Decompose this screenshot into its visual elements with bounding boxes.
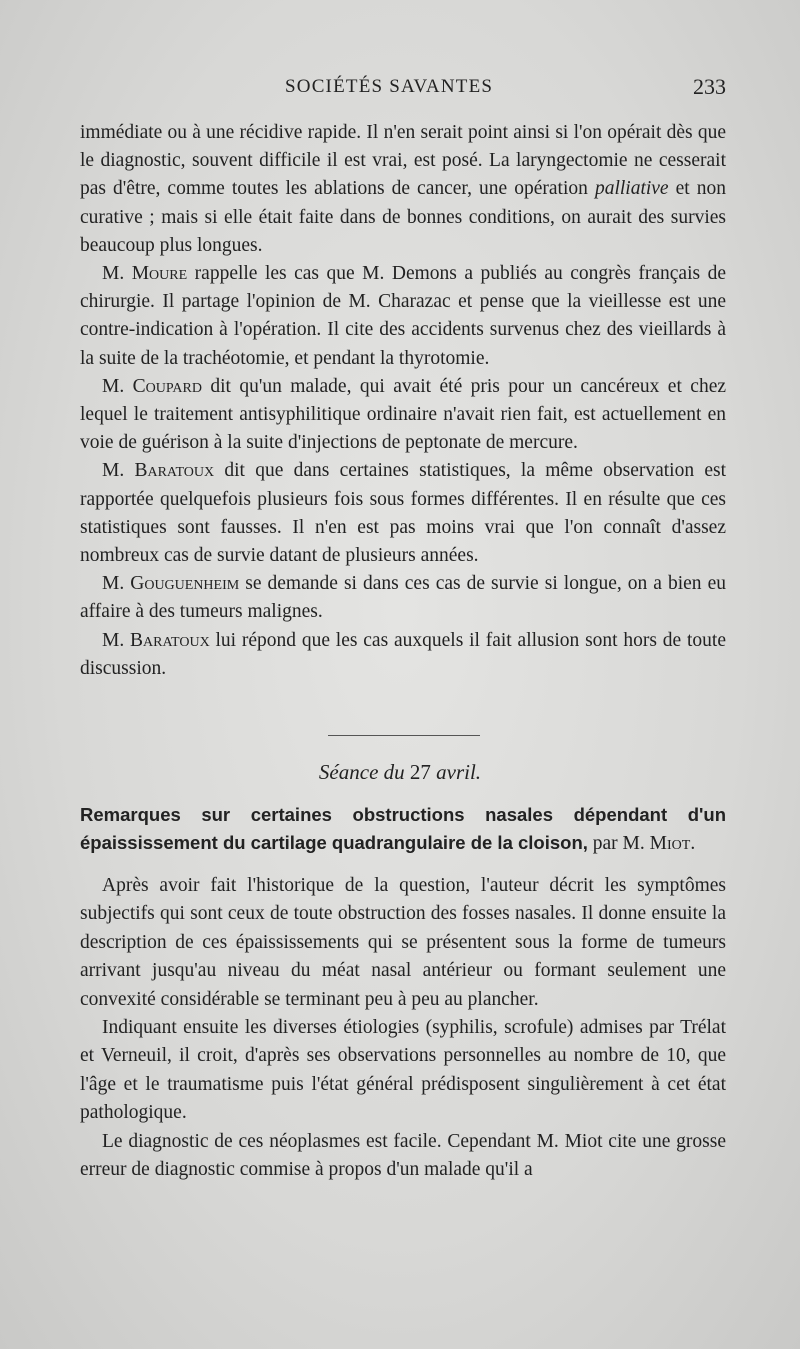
paragraph-continuation: immédiate ou à une récidive rapide. Il n'en serait point ainsi si l'on opérait dès que le diagnostic, souvent difficile il est vrai, est posé. La laryngectomie ne cesserait pas d'être, comme toutes les ablations de cancer, une opération palliative et non curative ; mais si elle était faite dans de bonnes conditions, on aurait des survies beaucoup plus longues. [80,122,726,256]
paragraph-baratoux-reply: M. Baratoux lui répond que les cas auxquels il fait allusion sont hors de toute discussion. [80,629,726,679]
paragraph-diagnosis: Le diagnostic de ces néoplasmes est facile. Cependant M. Miot cite une grosse erreur de diagnostic commise à propos d'un malade qu'il a [80,1130,726,1181]
discussion-text [80,119,726,683]
page-number: 233 [693,74,726,99]
speaker-name: Baratoux [134,460,215,482]
speaker-name: Coupard [132,375,202,397]
page-header [80,76,726,106]
session-date-number: 27 [409,760,431,784]
paragraph-symptoms: Après avoir fait l'historique de la question, l'auteur décrit les symptômes subjectifs qui sont ceux de toute obstruction des fosses nasales. Il donne ensuite la description de ces épaississements qui se présentent sous la forme de tumeurs arrivant jusqu'au niveau du méat nasal antérieur ou formant seulement une convexité considérable se terminant peu à peu au plancher. [80,875,726,1010]
speaker-name: Gouguenheim [130,573,240,595]
session-heading: Séance du 27 avril. [318,760,482,784]
section-title: Remarques sur certaines obstructions nasales dépendant d'un épaississement du cartilage quadrangulaire de la cloison, par M. Miot. [80,804,726,854]
paragraph-etiology: Indiquant ensuite les diverses étiologies (syphilis, scrofule) admises par Trélat et Verneuil, il croit, d'après ses observations personnelles au nombre de 10, que l'âge et le traumatisme puis l'état général prédisposent singulièrement à cet état pathologique. [80,1017,726,1124]
paragraph-coupard: M. Coupard dit qu'un malade, qui avait été pris pour un cancéreux et chez lequel le traitement antisyphilitique ordinaire n'avait rien fait, est actuellement en voie de guérison à la suite d'injections de peptonate de mercure. [80,375,727,454]
paragraph-baratoux: M. Baratoux dit que dans certaines statistiques, la même observation est rapportée quelquefois plusieurs fois sous formes différentes. Il en résulte que ces statistiques sont fausses. Il n'en est pas moins vrai que l'on connaît d'assez nombreux cas de survie datant de plusieurs années. [80,460,727,567]
speaker-name: Moure [131,263,188,285]
running-title: SOCIÉTÉS SAVANTES [285,76,494,97]
abstract-text [80,872,726,1184]
author-name: Miot [649,833,691,854]
section-divider [328,735,480,736]
italic-term: palliative [594,178,669,200]
speaker-name: Baratoux [130,629,210,651]
paragraph-moure: M. Moure rappelle les cas que M. Demons a publiés au congrès français de chirurgie. Il partage l'opinion de M. Charazac et pense que la vieillesse est une contre-indication à l'opération. Il cite des accidents survenus chez des vieillards à la suite de la trachéotomie, et pendant la thyrotomie. [80,263,726,369]
paragraph-gouguenheim: M. Gouguenheim se demande si dans ces cas de survie si longue, on a bien eu affaire à des tumeurs malignes. [80,573,726,623]
